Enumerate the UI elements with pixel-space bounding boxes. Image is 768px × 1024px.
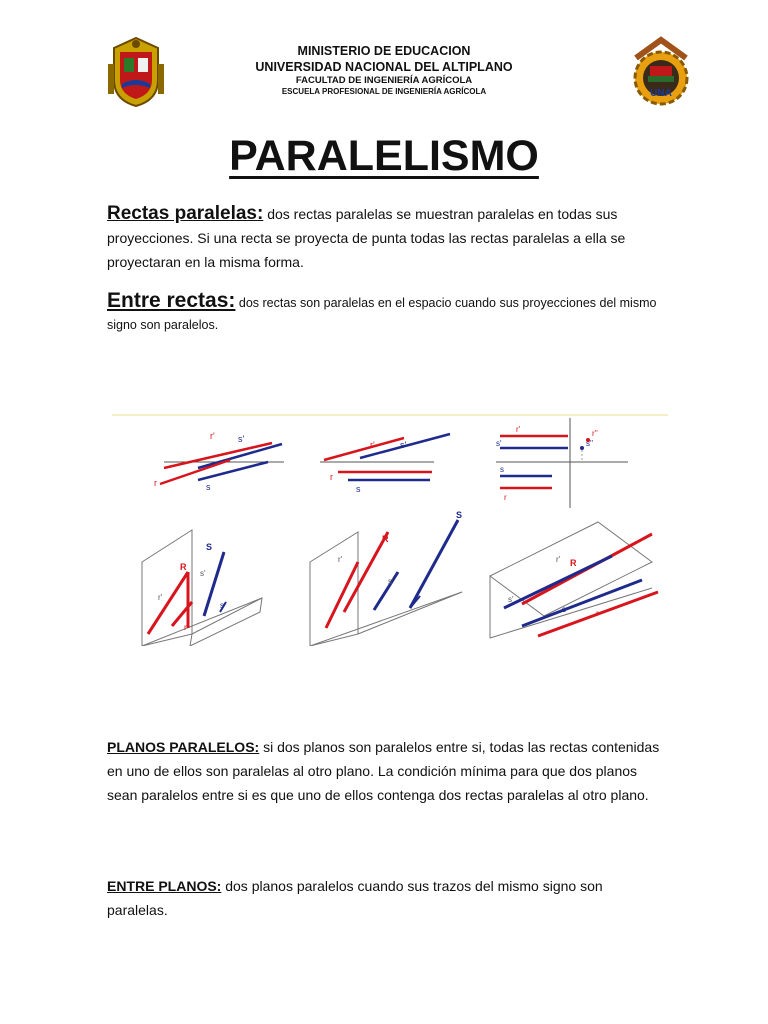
title-text: PARALELISMO xyxy=(229,132,539,180)
label-r-double: r'' xyxy=(592,429,598,438)
section-rectas-paralelas xyxy=(107,202,667,274)
label-s: s xyxy=(500,465,504,474)
label-r-prime: r' xyxy=(370,440,375,450)
logo-text: UNA xyxy=(650,88,672,99)
section-text: dos rectas son paralelas en el espacio cuando sus proyecciones del mismo signo son paralelos. xyxy=(107,296,657,332)
section-label: ENTRE PLANOS: xyxy=(107,878,222,894)
parallel-lines-figure xyxy=(112,412,668,646)
label-s-prime: s' xyxy=(400,440,407,450)
label-r-prime: r' xyxy=(210,431,215,441)
label-s-prime: s' xyxy=(496,439,502,448)
section-entre-rectas xyxy=(107,290,667,336)
panel-4-3d xyxy=(142,530,262,646)
institution-header xyxy=(170,44,598,97)
label-S: S xyxy=(456,510,463,520)
label-r-prime: r' xyxy=(516,425,521,434)
section-planos-paralelos xyxy=(107,735,667,807)
label-S: S xyxy=(206,542,213,552)
label-R: R xyxy=(180,562,187,572)
section-text: si dos planos son paralelos entre si, todas las rectas contenidas en uno de ellos son paralelas al otro plano. La condición mínima para que dos planos sean paralelos entre si es que uno de ellos contenga dos rectas paralelas al otro plano. xyxy=(107,739,660,803)
section-entre-planos xyxy=(107,874,667,922)
label-r-prime: r' xyxy=(338,555,343,564)
section-label: PLANOS PARALELOS: xyxy=(107,739,260,755)
ministry-name: MINISTERIO DE EDUCACION xyxy=(297,44,471,58)
label-s-prime: s' xyxy=(200,569,206,578)
label-r: r xyxy=(154,478,157,488)
section-text: dos rectas paralelas se muestran paralelas en todas sus proyecciones. Si una recta se proyecta de punta todas las rectas paralelas a ella se proyectaran en la misma forma. xyxy=(107,206,626,270)
section-text: dos planos paralelos cuando sus trazos del mismo signo son paralelas. xyxy=(107,878,603,918)
label-s: s xyxy=(562,605,566,614)
label-s-prime: s' xyxy=(388,577,394,586)
label-s-double: s'' xyxy=(586,439,594,448)
panel-1-projection xyxy=(154,431,284,492)
school-name: ESCUELA PROFESIONAL DE INGENIERÍA AGRÍCOLA xyxy=(281,87,487,97)
section-label: Rectas paralelas: xyxy=(107,203,264,224)
label-s: s xyxy=(220,601,224,610)
label-r: r xyxy=(330,472,333,482)
label-r: r xyxy=(596,609,599,618)
label-s: s xyxy=(356,484,361,494)
panel-2-projection xyxy=(320,434,450,494)
label-r: r xyxy=(504,493,507,502)
label-R: R xyxy=(382,534,389,544)
faculty-name: FACULTAD DE INGENIERÍA AGRÍCOLA xyxy=(295,75,473,87)
university-crest-logo xyxy=(104,34,168,108)
panel-5-3d xyxy=(310,510,462,646)
panel-3-projection xyxy=(496,418,628,508)
label-r-prime: r' xyxy=(556,555,561,564)
label-r-prime: r' xyxy=(158,593,163,602)
label-r: r xyxy=(184,623,187,632)
page-title xyxy=(0,132,768,181)
label-s-prime: s' xyxy=(238,434,245,444)
label-s-prime: s' xyxy=(508,595,514,604)
section-label: Entre rectas: xyxy=(107,289,236,312)
university-name: UNIVERSIDAD NACIONAL DEL ALTIPLANO xyxy=(255,59,513,74)
faculty-gear-logo xyxy=(628,36,694,108)
label-R: R xyxy=(570,558,577,568)
panel-6-3d xyxy=(490,522,658,638)
label-s: s xyxy=(206,482,211,492)
